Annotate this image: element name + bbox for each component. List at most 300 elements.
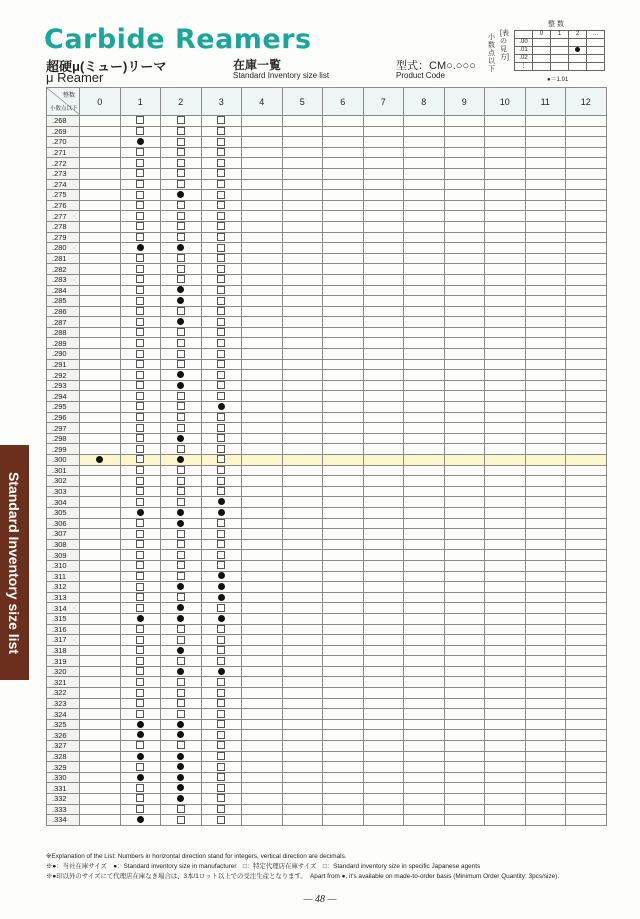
table-cell	[120, 412, 161, 423]
stock-dot-icon	[177, 382, 184, 389]
table-cell	[525, 412, 566, 423]
agent-stock-square-icon	[217, 360, 225, 368]
table-row	[47, 476, 607, 487]
stock-dot-icon	[218, 594, 225, 601]
table-cell	[363, 306, 404, 317]
table-cell	[525, 455, 566, 466]
table-cell	[444, 412, 485, 423]
agent-stock-square-icon	[217, 339, 225, 347]
table-cell	[80, 730, 121, 741]
table-cell	[120, 709, 161, 720]
table-cell	[566, 264, 607, 275]
table-cell	[242, 402, 283, 413]
table-row	[47, 327, 607, 338]
table-cell	[444, 433, 485, 444]
corner-header	[47, 88, 80, 116]
agent-stock-square-icon	[177, 138, 185, 146]
table-cell	[80, 560, 121, 571]
table-cell	[363, 359, 404, 370]
table-cell	[323, 730, 364, 741]
stock-dot-icon	[177, 583, 184, 590]
agent-stock-square-icon	[136, 148, 144, 156]
legend-cell	[587, 55, 605, 63]
table-cell	[566, 412, 607, 423]
table-cell	[323, 603, 364, 614]
table-cell	[80, 677, 121, 688]
table-cell	[444, 688, 485, 699]
table-cell	[566, 804, 607, 815]
table-cell	[120, 423, 161, 434]
table-cell	[566, 455, 607, 466]
table-cell	[485, 741, 526, 752]
table-cell	[161, 730, 202, 741]
table-cell	[282, 709, 323, 720]
table-cell	[444, 815, 485, 826]
table-cell	[444, 635, 485, 646]
agent-stock-square-icon	[217, 604, 225, 612]
legend-cell	[551, 39, 569, 47]
table-cell	[444, 423, 485, 434]
table-cell	[485, 486, 526, 497]
table-cell	[323, 380, 364, 391]
table-cell	[444, 741, 485, 752]
table-row	[47, 571, 607, 582]
agent-stock-square-icon	[136, 805, 144, 813]
table-cell	[525, 465, 566, 476]
table-cell	[201, 391, 242, 402]
agent-stock-square-icon	[217, 773, 225, 781]
en-subtitle: Standard Inventory size list	[233, 71, 330, 80]
table-cell	[485, 455, 526, 466]
table-cell	[363, 433, 404, 444]
table-cell	[363, 391, 404, 402]
table-cell	[363, 296, 404, 307]
row-label: .299	[47, 444, 80, 455]
table-cell	[120, 158, 161, 169]
table-cell	[566, 688, 607, 699]
row-label: .280	[47, 243, 80, 254]
table-cell	[80, 751, 121, 762]
table-cell	[404, 497, 445, 508]
table-cell	[525, 645, 566, 656]
table-cell	[161, 126, 202, 137]
table-cell	[485, 613, 526, 624]
table-row	[47, 730, 607, 741]
table-cell	[525, 116, 566, 127]
stock-dot-icon	[177, 615, 184, 622]
table-cell	[323, 232, 364, 243]
table-cell	[120, 719, 161, 730]
agent-stock-square-icon	[136, 667, 144, 675]
table-cell	[242, 550, 283, 561]
table-cell	[525, 592, 566, 603]
table-cell	[444, 603, 485, 614]
table-cell	[242, 656, 283, 667]
table-cell	[525, 147, 566, 158]
table-cell	[444, 698, 485, 709]
table-cell	[485, 804, 526, 815]
table-cell	[363, 168, 404, 179]
table-cell	[80, 147, 121, 158]
table-cell	[566, 656, 607, 667]
agent-stock-square-icon	[217, 180, 225, 188]
table-cell	[323, 539, 364, 550]
table-cell	[80, 380, 121, 391]
table-cell	[525, 211, 566, 222]
table-cell	[242, 349, 283, 360]
stock-dot-icon	[177, 604, 184, 611]
table-cell	[120, 804, 161, 815]
column-header: 4	[242, 88, 283, 116]
table-cell	[201, 730, 242, 741]
table-cell	[444, 560, 485, 571]
table-cell	[363, 380, 404, 391]
table-cell	[566, 243, 607, 254]
table-cell	[201, 200, 242, 211]
agent-stock-square-icon	[136, 583, 144, 591]
table-cell	[201, 147, 242, 158]
stock-dot-icon	[177, 191, 184, 198]
table-cell	[120, 592, 161, 603]
table-cell	[485, 709, 526, 720]
table-cell	[363, 518, 404, 529]
table-cell	[566, 221, 607, 232]
table-cell	[566, 232, 607, 243]
table-cell	[120, 317, 161, 328]
table-cell	[525, 476, 566, 487]
table-cell	[242, 168, 283, 179]
table-cell	[242, 794, 283, 805]
table-cell	[363, 158, 404, 169]
table-cell	[242, 126, 283, 137]
table-cell	[80, 359, 121, 370]
table-cell	[201, 243, 242, 254]
table-cell	[566, 762, 607, 773]
table-cell	[485, 444, 526, 455]
table-cell	[444, 359, 485, 370]
agent-stock-square-icon	[177, 307, 185, 315]
table-cell	[282, 560, 323, 571]
table-cell	[201, 497, 242, 508]
table-cell	[201, 168, 242, 179]
jp-subtitle: 在庫一覧	[233, 58, 282, 72]
table-cell	[404, 158, 445, 169]
table-cell	[80, 285, 121, 296]
table-cell	[120, 762, 161, 773]
legend-cell	[587, 39, 605, 47]
row-label: .312	[47, 582, 80, 593]
table-cell	[161, 274, 202, 285]
table-cell	[242, 741, 283, 752]
table-cell	[566, 592, 607, 603]
table-cell	[282, 582, 323, 593]
table-cell	[201, 158, 242, 169]
table-cell	[444, 529, 485, 540]
table-cell	[444, 730, 485, 741]
en-product-title: μ Reamer	[46, 70, 104, 85]
table-cell	[444, 518, 485, 529]
agent-stock-square-icon	[217, 392, 225, 400]
table-cell	[404, 179, 445, 190]
table-cell	[80, 624, 121, 635]
table-cell	[525, 783, 566, 794]
table-cell	[242, 815, 283, 826]
agent-stock-square-icon	[217, 350, 225, 358]
table-cell	[120, 751, 161, 762]
table-cell	[363, 126, 404, 137]
row-label: .283	[47, 274, 80, 285]
table-cell	[525, 571, 566, 582]
table-cell	[404, 709, 445, 720]
agent-stock-square-icon	[217, 540, 225, 548]
table-cell	[566, 635, 607, 646]
table-cell	[404, 391, 445, 402]
table-cell	[404, 116, 445, 127]
table-cell	[525, 741, 566, 752]
row-label: .315	[47, 613, 80, 624]
table-cell	[120, 190, 161, 201]
table-cell	[566, 253, 607, 264]
table-cell	[566, 359, 607, 370]
table-cell	[485, 497, 526, 508]
table-cell	[404, 529, 445, 540]
table-cell	[525, 338, 566, 349]
table-cell	[80, 137, 121, 148]
table-cell	[201, 751, 242, 762]
table-cell	[485, 243, 526, 254]
table-cell	[404, 137, 445, 148]
stock-dot-icon	[137, 774, 144, 781]
agent-stock-square-icon	[177, 148, 185, 156]
table-cell	[161, 179, 202, 190]
table-cell	[485, 359, 526, 370]
agent-stock-square-icon	[217, 689, 225, 697]
table-cell	[323, 211, 364, 222]
table-cell	[566, 147, 607, 158]
agent-stock-square-icon	[217, 720, 225, 728]
table-cell	[485, 719, 526, 730]
table-cell	[120, 741, 161, 752]
table-cell	[444, 645, 485, 656]
table-cell	[444, 550, 485, 561]
table-cell	[404, 815, 445, 826]
table-cell	[525, 772, 566, 783]
table-row	[47, 370, 607, 381]
table-cell	[525, 719, 566, 730]
agent-stock-square-icon	[177, 424, 185, 432]
table-cell	[566, 349, 607, 360]
table-cell	[404, 433, 445, 444]
table-cell	[161, 698, 202, 709]
table-cell	[363, 656, 404, 667]
agent-stock-square-icon	[177, 487, 185, 495]
table-cell	[363, 677, 404, 688]
table-row	[47, 221, 607, 232]
agent-stock-square-icon	[136, 286, 144, 294]
row-label: .276	[47, 200, 80, 211]
table-row	[47, 741, 607, 752]
table-cell	[201, 666, 242, 677]
table-cell	[525, 402, 566, 413]
table-cell	[80, 476, 121, 487]
table-cell	[242, 200, 283, 211]
table-cell	[525, 698, 566, 709]
table-cell	[323, 476, 364, 487]
table-cell	[323, 772, 364, 783]
agent-stock-square-icon	[177, 169, 185, 177]
agent-stock-square-icon	[136, 625, 144, 633]
table-row	[47, 296, 607, 307]
table-cell	[242, 698, 283, 709]
table-cell	[242, 158, 283, 169]
table-cell	[566, 730, 607, 741]
agent-stock-square-icon	[177, 530, 185, 538]
legend-cell	[533, 63, 551, 71]
table-cell	[525, 518, 566, 529]
table-cell	[485, 296, 526, 307]
table-cell	[485, 200, 526, 211]
product-code-jp: 型式：CM○.○○○	[396, 60, 476, 72]
table-cell	[80, 571, 121, 582]
table-cell	[566, 116, 607, 127]
table-cell	[404, 560, 445, 571]
table-cell	[444, 497, 485, 508]
stock-dot-icon	[218, 509, 225, 516]
table-cell	[444, 751, 485, 762]
table-cell	[201, 645, 242, 656]
table-cell	[404, 677, 445, 688]
table-cell	[363, 190, 404, 201]
agent-stock-square-icon	[136, 561, 144, 569]
table-cell	[161, 677, 202, 688]
table-cell	[282, 380, 323, 391]
legend-corner	[515, 31, 533, 39]
table-cell	[485, 476, 526, 487]
table-cell	[566, 179, 607, 190]
table-cell	[444, 402, 485, 413]
agent-stock-square-icon	[217, 763, 225, 771]
row-label: .292	[47, 370, 80, 381]
column-header: 8	[404, 88, 445, 116]
agent-stock-square-icon	[136, 191, 144, 199]
table-cell	[120, 465, 161, 476]
row-label: .327	[47, 741, 80, 752]
agent-stock-square-icon	[177, 572, 185, 580]
table-cell	[80, 306, 121, 317]
agent-stock-square-icon	[217, 371, 225, 379]
footnote: ※●印以外のサイズにて代理店在庫なき場合は、3本/1ロット以上での受注生産となります。 Apart from ●, it's available on made-to-order basis (Minimum Order Quantity: 3pcs/size).	[46, 873, 560, 880]
agent-stock-square-icon	[136, 487, 144, 495]
table-cell	[80, 253, 121, 264]
agent-stock-square-icon	[136, 784, 144, 792]
table-cell	[363, 688, 404, 699]
table-cell	[242, 338, 283, 349]
column-header: 5	[282, 88, 323, 116]
table-cell	[282, 507, 323, 518]
row-label: .268	[47, 116, 80, 127]
table-cell	[404, 613, 445, 624]
agent-stock-square-icon	[177, 816, 185, 824]
row-label: .296	[47, 412, 80, 423]
table-cell	[161, 253, 202, 264]
agent-stock-square-icon	[217, 127, 225, 135]
table-cell	[201, 190, 242, 201]
row-label: .328	[47, 751, 80, 762]
table-cell	[444, 285, 485, 296]
table-cell	[161, 719, 202, 730]
table-cell	[404, 550, 445, 561]
table-cell	[161, 158, 202, 169]
table-cell	[566, 306, 607, 317]
table-cell	[404, 582, 445, 593]
table-cell	[485, 677, 526, 688]
table-cell	[444, 465, 485, 476]
table-cell	[120, 338, 161, 349]
page-title: Carbide Reamers	[44, 24, 312, 55]
table-cell	[242, 719, 283, 730]
row-label: .273	[47, 168, 80, 179]
table-cell	[161, 560, 202, 571]
table-cell	[282, 741, 323, 752]
table-cell	[404, 518, 445, 529]
table-cell	[363, 116, 404, 127]
table-cell	[566, 698, 607, 709]
table-cell	[161, 168, 202, 179]
table-cell	[120, 147, 161, 158]
table-cell	[485, 126, 526, 137]
table-cell	[201, 296, 242, 307]
table-cell	[485, 730, 526, 741]
table-cell	[242, 709, 283, 720]
row-label: .324	[47, 709, 80, 720]
table-cell	[201, 635, 242, 646]
agent-stock-square-icon	[177, 678, 185, 686]
table-cell	[485, 317, 526, 328]
table-cell	[80, 613, 121, 624]
table-cell	[201, 455, 242, 466]
table-cell	[282, 179, 323, 190]
table-row	[47, 253, 607, 264]
table-row	[47, 603, 607, 614]
agent-stock-square-icon	[177, 477, 185, 485]
row-label: .272	[47, 158, 80, 169]
table-cell	[525, 158, 566, 169]
table-cell	[201, 804, 242, 815]
legend-column: 2	[569, 31, 587, 39]
footnote: ※Explanation of the List: Numbers in horizontal direction stand for integers, vertical direction are decimals.	[46, 853, 347, 860]
table-cell	[404, 603, 445, 614]
table-cell	[525, 168, 566, 179]
agent-stock-square-icon	[217, 794, 225, 802]
agent-stock-square-icon	[217, 159, 225, 167]
row-label: .271	[47, 147, 80, 158]
table-cell	[120, 783, 161, 794]
table-cell	[80, 709, 121, 720]
table-cell	[444, 190, 485, 201]
table-cell	[444, 571, 485, 582]
table-cell	[80, 116, 121, 127]
table-cell	[525, 327, 566, 338]
table-cell	[161, 582, 202, 593]
agent-stock-square-icon	[136, 392, 144, 400]
table-cell	[485, 656, 526, 667]
agent-stock-square-icon	[217, 244, 225, 252]
table-cell	[485, 137, 526, 148]
agent-stock-square-icon	[136, 540, 144, 548]
table-cell	[444, 243, 485, 254]
agent-stock-square-icon	[177, 180, 185, 188]
table-cell	[404, 635, 445, 646]
